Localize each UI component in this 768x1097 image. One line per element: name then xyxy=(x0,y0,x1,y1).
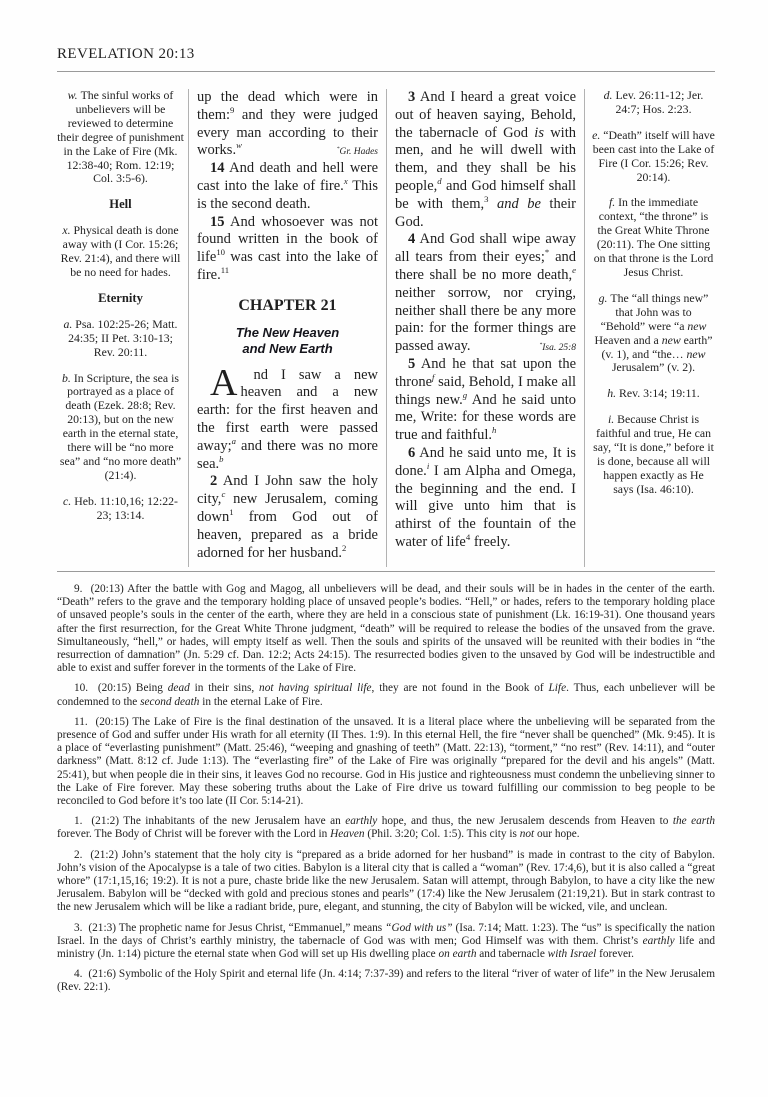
verse-paragraph xyxy=(197,160,378,213)
verse-paragraph xyxy=(395,356,576,445)
text-segment: forever. The Body of Christ will be forever with the Lord in xyxy=(57,828,331,841)
footnote xyxy=(57,968,715,994)
margin-note xyxy=(57,495,184,523)
footnote xyxy=(57,815,715,841)
footnotes-divider xyxy=(57,571,715,572)
reference-mark: e xyxy=(572,265,576,276)
text-segment: and be xyxy=(496,195,541,212)
text-segment: The “all things new” that John was to “Behold” were “a xyxy=(600,290,709,333)
margin-note xyxy=(592,292,715,375)
page-header xyxy=(57,46,715,72)
reference-mark: w xyxy=(236,140,242,151)
text-segment: freely. xyxy=(470,533,511,550)
text-segment: (20:13) After the battle with Gog and Magog, all unbelievers will be dead, and their souls will be in hades in the center of the earth. “Death” refers to the grave and the temporary holding place of unsaved people’s bodies. “Hell,” or hades, refers to the temporary holding place of unsaved people’s souls in the center of the earth, where they are held in a conscious state of punishment (Lk. 16:19-31). One thousand years after the first resurrection, for the Great White Throne judgment, “death” will be required to release the bodies of the unsaved from the grave. Simultaneously, “hell,” or hades, will empty itself as well. Then the souls and spirits of the unsaved will be reunited with their bodies in “the resurrection of damnation” (Jn. 5:29 cf. Dan. 12:2; Acts 24:15). The resurrected bodies given to the unsaved by God will be indestructible and able to exist and suffer forever in the torments of the Lake of Fire. xyxy=(57,583,715,675)
text-segment: and tabernacle xyxy=(476,948,548,961)
text-segment: And whosoever was not found written in the book of life xyxy=(197,213,378,266)
reference-mark: x xyxy=(343,176,348,187)
footnotes-section xyxy=(57,583,715,995)
footnote-number: 11. xyxy=(74,715,88,728)
text-segment: up the dead which were in them: xyxy=(197,89,378,123)
text-segment: Jerusalem” (v. 2). xyxy=(611,360,696,375)
text-segment: and they were judged every man according to their works. xyxy=(197,106,378,159)
text-segment: Heaven and a xyxy=(594,332,662,347)
text-segment: (21:2) The inhabitants of the new Jerusalem have an xyxy=(91,815,346,828)
margin-notes-left xyxy=(57,89,188,567)
text-segment: and God himself shall be with them, xyxy=(395,177,576,212)
margin-note xyxy=(57,318,184,360)
text-segment: not having spiritual life xyxy=(259,682,372,695)
margin-note xyxy=(592,387,715,401)
text-segment: g. xyxy=(598,290,611,305)
reference-mark: 11 xyxy=(220,265,230,276)
footnote xyxy=(57,682,715,708)
text-segment: with Israel xyxy=(547,948,597,961)
text-segment: with men, and he will dwell with them, and they shall be his people, xyxy=(395,124,576,194)
footnote-number: 9. xyxy=(74,583,83,595)
reference-mark: a xyxy=(231,435,236,446)
verse-number: 2 xyxy=(210,473,218,490)
reference-mark: d xyxy=(437,176,442,187)
text-segment: And I John saw the holy city, xyxy=(197,473,378,508)
text-segment: And I heard a great voice out of heaven saying, Behold, the tabernacle of God xyxy=(395,89,576,141)
text-segment: is xyxy=(534,124,544,141)
text-segment: Heb. 11:10,16; 12:22-23; 13:14. xyxy=(74,493,178,522)
verse-paragraph xyxy=(395,89,576,231)
running-head: REVELATION 20:13 xyxy=(57,46,195,62)
text-segment: earth” (v. 1), and “the… xyxy=(601,332,713,361)
text-segment: (21:3) The prophetic name for Jesus Christ, “Emmanuel,” means xyxy=(88,921,386,934)
reference-mark: 4 xyxy=(465,532,471,543)
margin-note-heading xyxy=(57,292,184,306)
text-segment: The sinful works of unbelievers will be reviewed to determine their degree of punishment in the Lake of Fire (Mk. 12:38-40; Rom. 12:19; Col. 3:5-6). xyxy=(57,89,184,186)
reference-mark: 9 xyxy=(230,104,235,115)
section-subtitle: The New Heaven and New Earth xyxy=(235,324,340,356)
verse-number: 6 xyxy=(408,444,416,461)
text-segment: second death xyxy=(140,695,200,708)
text-segment: Life xyxy=(548,682,567,695)
text-segment: earthly xyxy=(345,815,378,828)
verse-number: 14 xyxy=(210,160,225,177)
text-segment: from God out of heaven, prepared as a bride adorned for her husband. xyxy=(197,508,378,561)
reference-mark: 10 xyxy=(216,247,226,258)
text-segment: d. xyxy=(603,89,616,102)
text-segment: in the eternal Lake of Fire. xyxy=(199,695,323,708)
reference-mark: * xyxy=(539,341,543,348)
text-segment: And death and hell were cast into the lake of fire. xyxy=(197,160,378,194)
text-segment: And God shall wipe away all tears from their eyes; xyxy=(395,231,576,266)
text-segment: w. xyxy=(67,89,81,102)
text-segment: Isa. 25:8 xyxy=(542,342,576,353)
text-segment: their God. xyxy=(395,195,577,230)
margin-note-heading xyxy=(57,198,184,212)
margin-note xyxy=(57,224,184,280)
header-rule xyxy=(57,71,715,72)
text-segment: h. xyxy=(607,386,620,401)
text-segment: a. xyxy=(63,316,76,331)
text-segment: And he said unto me, It is done. xyxy=(395,444,576,479)
verse-number: 5 xyxy=(408,355,416,372)
text-segment: our hope. xyxy=(534,828,580,841)
text-segment: earthly xyxy=(642,934,675,947)
text-segment: Heaven xyxy=(330,828,365,841)
text-segment: “Death” itself will have been cast into the Lake of Fire (I Cor. 15:26; Rev. 20:14). xyxy=(592,127,715,184)
text-segment: new xyxy=(687,318,707,333)
footnote-number: 4. xyxy=(74,968,83,981)
margin-note xyxy=(57,89,184,186)
text-segment: and there was no more sea. xyxy=(197,437,378,472)
text-segment: said, Behold, I make all things new. xyxy=(395,373,576,408)
footnote-number: 3. xyxy=(74,921,83,934)
reference-mark: * xyxy=(544,247,550,258)
text-segment: (Phil. 3:20; Col. 1:5). This city is xyxy=(364,828,520,841)
reference-mark: f xyxy=(432,371,435,382)
footnote xyxy=(57,922,715,962)
text-segment: (21:2) John’s statement that the holy city is “prepared as a bride adorned for her husband” is made in contrast to the city of Babylon. John’s vision of the Apocalypse is a tale of two cities. Babylon is a literal city that is called a “woman” (Rev. 17:4,6), but it is also called a “great whore” (17:1,15,16; 19:2). It is not a pure, chaste bride like the new Jerusalem. Satan will attempt, through Babylon, to have a city like the new Jerusalem. Babylon will be “decked with gold and precious stones and pearls” (17:4) like the New Jerusalem (21:19,21). But in stark contrast to the new Jerusalem which will be like a radiant bride, pure, elegant, and stunning, the city of Babylon will be wicked, vile, and unclean. xyxy=(57,848,715,914)
reference-mark: * xyxy=(336,146,340,153)
text-segment: . Thus, each unbeliever will be condemned to the xyxy=(57,682,715,708)
text-segment: Gr. Hades xyxy=(339,147,378,158)
text-segment: , they are not found in the Book of xyxy=(371,682,549,695)
text-segment: i. xyxy=(607,412,618,427)
columns-section xyxy=(57,89,715,567)
verse-paragraph xyxy=(395,231,576,356)
margin-note xyxy=(592,413,715,496)
text-segment: (20:15) The Lake of Fire is the final destination of the unsaved. It is a literal place where the unbelieving will be separated from the presence of God and suffer under His wrath for all eternity (II Thes. 1:9). In this eternal Hell, the fire “never shall be quenched” (Mk. 9:45). It is a place of “everlasting punishment” (Matt. 25:46), “weeping and gnashing of teeth” (Matt. 22:13), “torment,” “no rest” (Rev. 14:11), and “outer darkness” (Matt. 8:12 cf. Jude 1:13). The “everlasting fire” of the Lake of Fire was originally “prepared for the devil and his angels” (Matt. 25:41), but when people die in their sins, it leaves God no recourse. God in His justice and righteousness must condemn the unbelieving sinner to the Lake of Fire forever. May these sobering truths about the Lake of Fire drive us toward fulfilling our commission to beg people to be reconciled to God before it’s too late (II Cor. 5:14-21). xyxy=(57,715,715,808)
footnote-number: 10. xyxy=(74,682,89,695)
footnote xyxy=(57,716,715,808)
text-segment: dead xyxy=(167,682,190,695)
footnote xyxy=(57,849,715,915)
reference-mark: g xyxy=(462,389,468,400)
main-text-col-1 xyxy=(189,89,386,567)
text-segment xyxy=(488,196,497,212)
footnote-number: 2. xyxy=(74,848,83,861)
reference-mark: c xyxy=(221,489,226,500)
text-segment: was cast into the lake of fire. xyxy=(197,249,378,283)
text-segment: e. xyxy=(592,127,604,142)
verse-paragraph xyxy=(197,473,378,562)
text-segment: not xyxy=(519,828,535,841)
text-segment: Psa. 102:25-26; Matt. 24:35; II Pet. 3:10-13; Rev. 20:11. xyxy=(68,316,178,359)
text-segment: I am Alpha and Omega, the beginning and the end. I will give unto him that is athirst of the fountain of the water of life xyxy=(395,462,576,550)
text-segment: And he that sat upon the throne xyxy=(395,355,576,390)
text-segment: on earth xyxy=(438,948,477,961)
text-segment: Eternity xyxy=(98,290,143,305)
text-segment: f. xyxy=(608,195,619,210)
reference-mark: 3 xyxy=(484,193,489,204)
reference-mark: 2 xyxy=(341,542,347,553)
drop-cap: A xyxy=(210,361,238,404)
text-segment: life and ministry (Jn. 1:14) picture the eternal state when God will set up His dwelling place xyxy=(57,934,715,961)
margin-note xyxy=(592,129,715,185)
main-text-col-2 xyxy=(387,89,584,567)
text-segment: (21:6) Symbolic of the Holy Spirit and eternal life (Jn. 4:14; 7:37-39) and refers to the literal “river of water of life” in the New Jerusalem (Rev. 22:1). xyxy=(57,968,715,994)
reference-mark: h xyxy=(492,425,497,436)
text-segment: Because Christ is faithful and true, He can say, “It is done,” before it is done, because all will happen exactly as He says (Isa. 46:10). xyxy=(593,412,714,496)
text-segment: new xyxy=(661,332,681,347)
reference-mark: b xyxy=(219,453,224,464)
text-segment: Physical death is done away with (I Cor. 15:26; Rev. 21:4), and there will be no need for hades. xyxy=(60,223,181,279)
reference-mark: i xyxy=(426,460,430,471)
margin-note xyxy=(592,196,715,279)
text-segment: new Jerusalem, coming down xyxy=(197,491,378,525)
text-segment: And he said unto me, Write: for these words are true and faithful. xyxy=(395,391,576,444)
text-segment: x. xyxy=(62,223,74,238)
text-segment: the earth xyxy=(672,815,715,828)
text-segment: c. xyxy=(63,493,75,508)
verse-paragraph xyxy=(197,361,378,474)
verse-paragraph xyxy=(395,445,576,552)
text-segment: neither sorrow, nor crying, neither shall there be any more pain: for the former things are passed away. xyxy=(395,284,576,355)
text-segment: (20:15) Being xyxy=(97,682,168,695)
text-segment: and there shall be no more death, xyxy=(395,249,576,283)
text-segment: forever. xyxy=(596,948,634,961)
text-segment: in their sins, xyxy=(189,682,260,695)
text-segment: Rev. 3:14; 19:11. xyxy=(619,386,700,401)
margin-notes-right xyxy=(585,89,715,567)
text-segment: new xyxy=(686,346,706,361)
footnote xyxy=(57,583,715,675)
text-segment: In the immediate context, “the throne” is the Great White Throne (20:11). The One sitting on that throne is the Lord Jesus Christ. xyxy=(593,195,714,279)
text-segment: In Scripture, the sea is portrayed as a place of death (Ezek. 28:8; Rev. 20:13), but on the new earth in the eternal state, there will be “no more sea” and “no more death” (21:4). xyxy=(59,370,182,482)
text-segment: “God with us” xyxy=(385,921,453,934)
margin-note xyxy=(57,372,184,483)
text-segment: hope, and thus, the new Jerusalem descends from Heaven to xyxy=(377,815,673,828)
verse-number: 15 xyxy=(210,213,225,230)
verse-number: 4 xyxy=(408,231,416,248)
text-segment: This is the second death. xyxy=(197,177,378,212)
text-segment: nd I saw a new heaven and a new earth: for the first heaven and the first earth were passed away; xyxy=(197,366,378,454)
text-segment: Hell xyxy=(109,197,132,212)
chapter-heading: CHAPTER 21 xyxy=(238,296,337,314)
verse-paragraph xyxy=(197,214,378,285)
reference-mark: 1 xyxy=(229,507,234,518)
footnote-number: 1. xyxy=(74,815,83,828)
text-segment: (Isa. 7:14; Matt. 1:23). The “us” is specifically the nation Israel. In the days of Christ’s earthly ministry, the tabernacle of God was with men; God Himself was with them. Christ’s xyxy=(57,921,715,947)
margin-note xyxy=(592,89,715,117)
text-segment: b. xyxy=(62,370,74,385)
verse-number: 3 xyxy=(408,89,416,105)
text-segment: Lev. 26:11-12; Jer. 24:7; Hos. 2:23. xyxy=(615,89,704,116)
